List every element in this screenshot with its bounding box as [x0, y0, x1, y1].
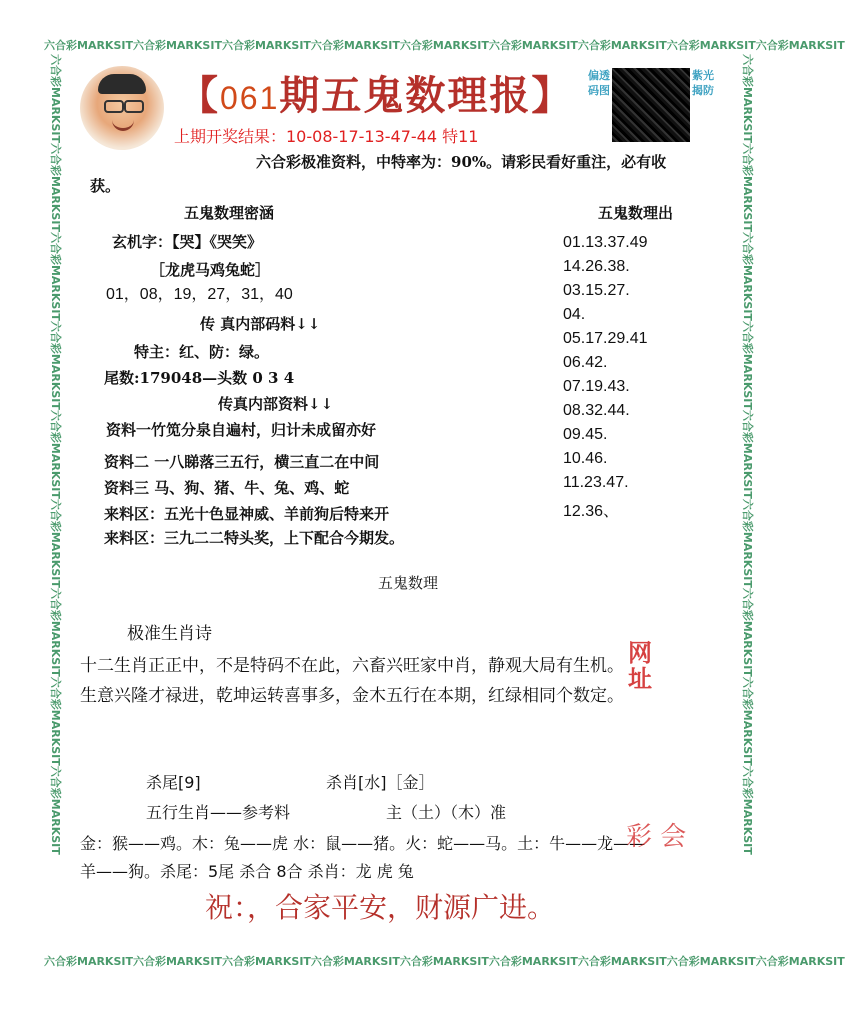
kill-zodiac: 杀肖[水]［金］	[326, 773, 435, 792]
laiyuan2-line: 来料区：三九二二特头奖，上下配合今期发。	[104, 529, 405, 547]
poem-line: 生意兴隆才禄进，乾坤运转喜事多，金木五行在本期，红绿相同个数定。	[80, 686, 624, 706]
red-seal: 网址	[628, 639, 652, 693]
kill-tail: 杀尾[9]	[146, 773, 201, 792]
special-line: 特主：红、防：绿。	[134, 343, 270, 361]
wuxing-line: 羊——狗。杀尾：5尾 杀合 8合 杀肖：龙 虎 兔	[80, 862, 414, 881]
wuxing-main: 主（土）（木）准	[386, 803, 507, 822]
number-row: 11.23.47.	[563, 474, 629, 491]
border-bottom: 六合彩MARKSIT六合彩MARKSIT六合彩MARKSIT六合彩MARKSIT六合彩MARKSIT六合彩MARKSIT六合彩MARKSIT六合彩MARKSIT六合彩MARKSIT	[44, 955, 845, 968]
border-right: 六合彩MARKSIT六合彩MARKSIT六合彩MARKSIT六合彩MARKSIT六合彩MARKSIT六合彩MARKSIT六合彩MARKSIT六合彩MARKSIT六合彩MARKSIT	[741, 54, 754, 855]
number-row: 14.26.38.	[563, 258, 630, 275]
number-row: 10.46.	[563, 450, 608, 467]
tail-line: 尾数:179048—头数 0 3 4	[104, 369, 295, 387]
numbers-line: 01，08，19，27，31，40	[106, 286, 293, 303]
issue-number: 061	[220, 80, 280, 116]
number-row: 09.45.	[563, 426, 608, 443]
section-title: 五鬼数理	[378, 574, 439, 592]
fax1-line: 传 真内部码料↓↓	[200, 315, 321, 333]
number-row: 04.	[563, 306, 586, 323]
laiyuan1-line: 来料区：五光十色显神威、羊前狗后特来开	[104, 505, 390, 523]
xuanji-line: 玄机字：【哭】《哭笑》	[112, 233, 263, 251]
avatar	[80, 66, 164, 150]
wuxing-label: 五行生肖——参考料	[146, 803, 291, 822]
red-seal-bottom: 彩 会	[626, 822, 687, 852]
poem-title: 极准生肖诗	[127, 624, 212, 644]
qr-code	[612, 68, 690, 142]
ziliao3-line: 资料三 马、狗、猪、牛、兔、鸡、蛇	[104, 479, 350, 497]
intro-text: 六合彩极准资料，中特率为：90%。请彩民看好重注，必有收 获。	[90, 153, 667, 195]
number-row: 06.42.	[563, 354, 608, 371]
number-row: 05.17.29.41	[563, 330, 648, 347]
ziliao2-line: 资料二 一八睇落三五行，横三直二在中间	[104, 453, 380, 471]
poem-line: 十二生肖正正中，不是特码不在此，六畜兴旺家中肖，静观大局有生机。	[80, 656, 624, 676]
ziliao1-line: 资料一竹笕分泉自遍村，归计未成留亦好	[106, 421, 377, 439]
number-row: 01.13.37.49	[563, 234, 648, 251]
right-heading: 五鬼数理出	[598, 204, 674, 222]
wuxing-line: 金：猴——鸡。木：兔——虎 水：鼠——猪。火：蛇——马。土：牛——龙——	[80, 834, 646, 853]
zodiac-line: ［龙虎马鸡兔蛇］	[150, 261, 271, 279]
fax2-line: 传真内部资料↓↓	[218, 395, 334, 413]
page-title: 【061期五鬼数理报】	[178, 72, 574, 119]
left-heading: 五鬼数理密涵	[184, 204, 275, 222]
border-left: 六合彩MARKSIT六合彩MARKSIT六合彩MARKSIT六合彩MARKSIT六合彩MARKSIT六合彩MARKSIT六合彩MARKSIT六合彩MARKSIT六合彩MARKSIT	[49, 54, 62, 855]
stamp-right: 紫光揭防	[692, 69, 714, 97]
number-row: 08.32.44.	[563, 402, 630, 419]
border-top: 六合彩MARKSIT六合彩MARKSIT六合彩MARKSIT六合彩MARKSIT六合彩MARKSIT六合彩MARKSIT六合彩MARKSIT六合彩MARKSIT六合彩MARKSIT	[44, 39, 845, 52]
blessing: 祝：，合家平安，财源广进。	[205, 891, 556, 924]
number-row: 12.36、	[563, 503, 620, 520]
stamp-left: 偏透码图	[588, 69, 610, 97]
number-row: 03.15.27.	[563, 282, 630, 299]
number-row: 07.19.43.	[563, 378, 630, 395]
previous-result: 上期开奖结果：10-08-17-13-47-44 特11	[174, 127, 479, 146]
